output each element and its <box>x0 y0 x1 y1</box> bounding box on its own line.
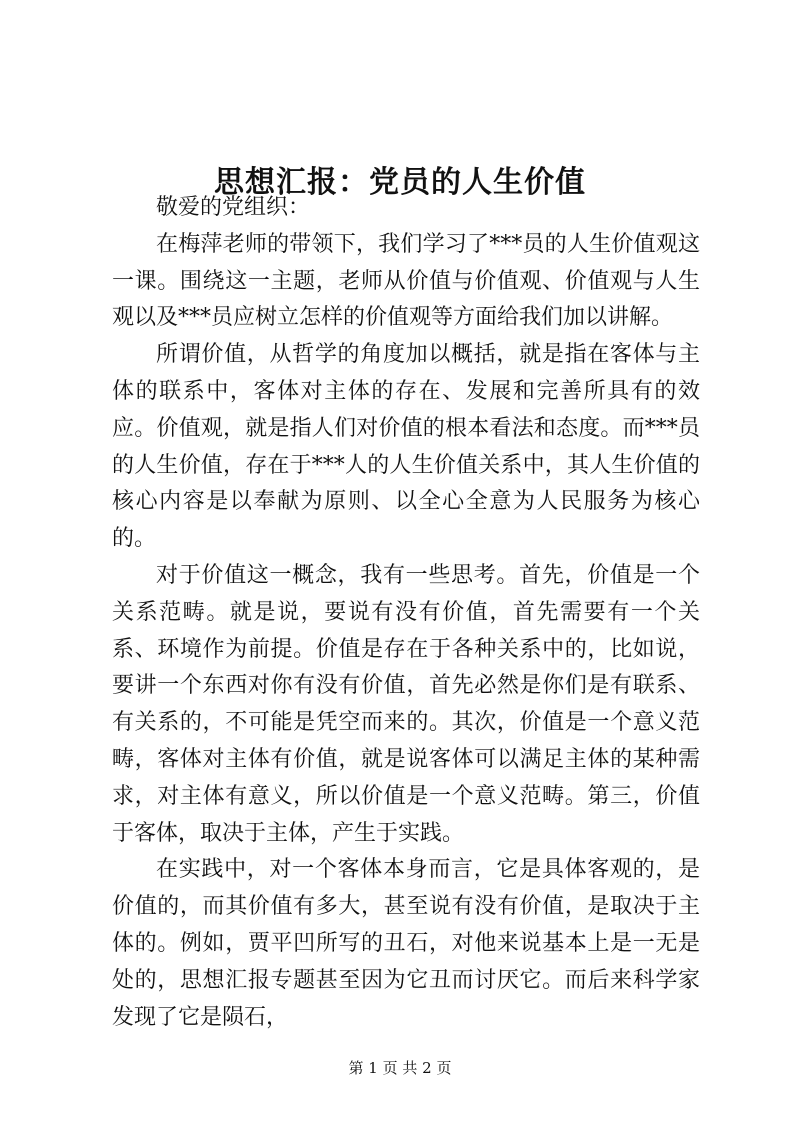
paragraph-1: 在梅萍老师的带领下，我们学习了***员的人生价值观这一课。围绕这一主题，老师从价值与价值观、价值观与人生观以及***员应树立怎样的价值观等方面给我们加以讲解。 <box>112 231 700 331</box>
document-body <box>112 190 700 1036</box>
salutation: 敬爱的党组织： <box>156 195 311 220</box>
page-title: 思想汇报：党员的人生价值 <box>214 165 586 201</box>
page-number-footer: 第 1 页 共 2 页 <box>348 1059 452 1077</box>
paragraph-2: 所谓价值，从哲学的角度加以概括，就是指在客体与主体的联系中，客体对主体的存在、发展和完善所具有的效应。价值观，就是指人们对价值的根本看法和态度。而***员的人生价值，存在于***人的人生价值关系中，其人生价值的核心内容是以奉献为原则、以全心全意为人民服务为核心的。 <box>112 342 700 552</box>
paragraph-3: 对于价值这一概念，我有一些思考。首先，价值是一个关系范畴。就是说，要说有没有价值，首先需要有一个关系、环境作为前提。价值是存在于各种关系中的，比如说，要讲一个东西对你有没有价值，首先必然是你们是有联系、有关系的，不可能是凭空而来的。其次，价值是一个意义范畴，客体对主体有价值，就是说客体可以满足主体的某种需求，对主体有意义，所以价值是一个意义范畴。第三，价值于客体，取决于主体，产生于实践。 <box>112 562 700 846</box>
paragraph-4: 在实践中，对一个客体本身而言，它是具体客观的，是价值的，而其价值有多大，甚至说有没有价值，是取决于主体的。例如，贾平凹所写的丑石，对他来说基本上是一无是处的，思想汇报专题甚至因为它丑而讨厌它。而后来科学家发现了它是陨石， <box>112 857 700 1030</box>
